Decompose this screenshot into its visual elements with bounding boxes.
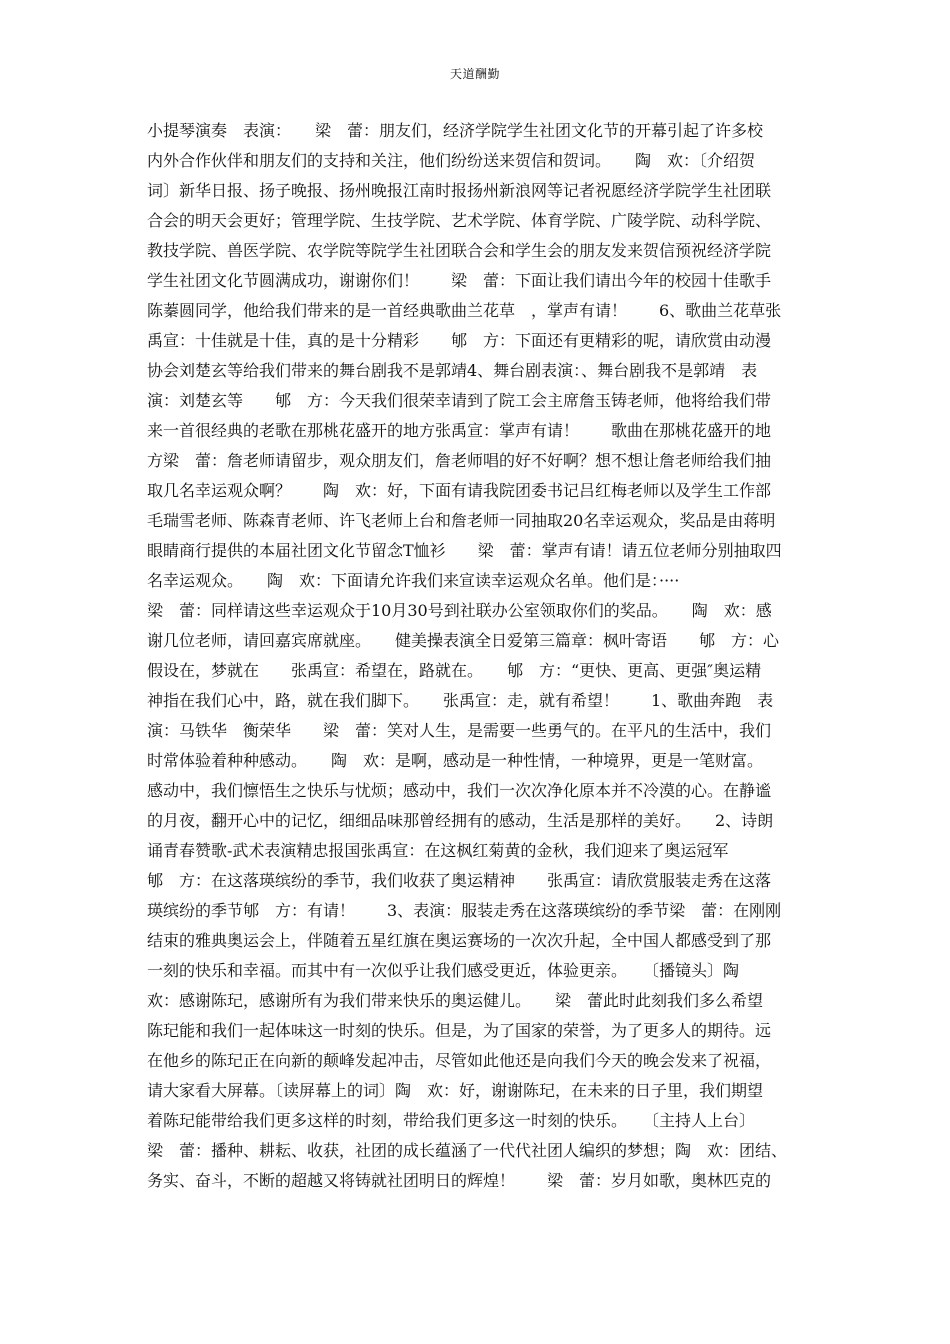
text-line: 眼睛商行提供的本届社团文化节留念T恤衫 梁 蕾：掌声有请！请五位老师分别抽取四 (147, 541, 782, 560)
text-line: 梁 蕾：同样请这些幸运观众于10月30号到社联办公室领取你们的奖品。 陶 欢：感 (147, 601, 772, 620)
text-line: 内外合作伙伴和朋友们的支持和关注，他们纷纷送来贺信和贺词。 陶 欢：〔介绍贺 (147, 151, 756, 170)
text-line: 欢：感谢陈玘，感谢所有为我们带来快乐的奥运健儿。 梁 蕾此时此刻我们多么希望 (147, 991, 764, 1010)
text-line: 郇 方：在这落瑛缤纷的季节，我们收获了奥运精神 张禹宣：请欣赏服装走秀在这落 (147, 871, 772, 890)
text-line: 陈玘能和我们一起体味这一时刻的快乐。但是，为了国家的荣誉，为了更多人的期待。远 (147, 1021, 772, 1040)
text-line: 来一首很经典的老歌在那桃花盛开的地方张禹宣：掌声有请！ 歌曲在那桃花盛开的地 (147, 421, 772, 440)
text-line: 瑛缤纷的季节郇 方：有请！ 3、表演：服装走秀在这落瑛缤纷的季节梁 蕾：在刚刚 (147, 901, 782, 920)
text-line: 假设在，梦就在 张禹宣：希望在，路就在。 郇 方：“更快、更高、更强″奥运精 (147, 661, 762, 680)
text-line: 名幸运观众。 陶 欢：下面请允许我们来宣读幸运观众名单。他们是：···· (147, 571, 680, 590)
text-line: 着陈玘能带给我们更多这样的时刻，带给我们更多这一时刻的快乐。 〔主持人上台〕 (147, 1111, 756, 1130)
text-line: 一刻的快乐和幸福。而其中有一次似乎让我们感受更近，体验更亲。 〔播镜头〕陶 (147, 961, 740, 980)
text-line: 梁 蕾：播种、耕耘、收获，社团的成长蕴涵了一代代社团人编织的梦想；陶 欢：团结、 (147, 1141, 788, 1160)
text-line: 毛瑞雪老师、陈森青老师、许飞老师上台和詹老师一同抽取20名幸运观众，奖品是由蒋明 (147, 511, 776, 530)
text-line: 学生社团文化节圆满成功，谢谢你们！ 梁 蕾：下面让我们请出今年的校园十佳歌手 (147, 271, 772, 290)
page-header: 天道酬勤 (449, 67, 500, 81)
text-line: 演：刘楚玄等 郇 方：今天我们很荣幸请到了院工会主席詹玉铸老师，他将给我们带 (147, 391, 772, 410)
text-line: 时常体验着种种感动。 陶 欢：是啊，感动是一种性情，一种境界，更是一笔财富。 (147, 751, 764, 770)
text-line: 合会的明天会更好；管理学院、生技学院、艺术学院、体育学院、广陵学院、动科学院、 (147, 211, 772, 230)
body-text (147, 116, 819, 1196)
text-line: 结束的雅典奥运会上，伴随着五星红旗在奥运赛场的一次次升起，全中国人都感受到了那 (147, 931, 772, 950)
text-line: 演：马铁华 衡荣华 梁 蕾：笑对人生，是需要一些勇气的。在平凡的生活中，我们 (147, 721, 772, 740)
text-line: 方梁 蕾：詹老师请留步，观众朋友们，詹老师唱的好不好啊？想不想让詹老师给我们抽 (147, 451, 772, 470)
text-line: 陈蓁圆同学，他给我们带来的是一首经典歌曲兰花草 ，掌声有请！ 6、歌曲兰花草张 (147, 301, 782, 320)
text-line: 禹宣：十佳就是十佳，真的是十分精彩 郇 方：下面还有更精彩的呢，请欣赏由动漫 (147, 331, 772, 350)
text-line: 在他乡的陈玘正在向新的颠峰发起冲击，尽管如此他还是向我们今天的晚会发来了祝福， (147, 1051, 772, 1070)
text-line: 小提琴演奏 表演： 梁 蕾：朋友们，经济学院学生社团文化节的开幕引起了许多校 (147, 121, 764, 140)
text-line: 务实、奋斗，不断的超越又将铸就社团明日的辉煌！ 梁 蕾：岁月如歌，奥林匹克的 (147, 1171, 772, 1190)
text-line: 协会刘楚玄等给我们带来的舞台剧我不是郭靖4、舞台剧表演：、舞台剧我不是郭靖 表 (147, 361, 758, 380)
text-line: 教技学院、兽医学院、农学院等院学生社团联合会和学生会的朋友发来贺信预祝经济学院 (147, 241, 772, 260)
text-line: 谢几位老师，请回嘉宾席就座。 健美操表演全日爱第三篇章：枫叶寄语 郇 方：心 (147, 631, 780, 650)
text-line: 取几名幸运观众啊？ 陶 欢：好，下面有请我院团委书记吕红梅老师以及学生工作部 (147, 481, 772, 500)
text-line: 感动中，我们懔悟生之快乐与忧烦；感动中，我们一次次净化原本并不冷漠的心。在静谧 (147, 781, 772, 800)
text-line: 词〕新华日报、扬子晚报、扬州晚报江南时报扬州新浪网等记者祝愿经济学院学生社团联 (147, 181, 772, 200)
text-line: 的月夜，翻开心中的记忆，细细品味那曾经拥有的感动，生活是那样的美好。 2、诗朗 (147, 811, 774, 830)
text-line: 诵青春赞歌-武术表演精忠报国张禹宣：在这枫红菊黄的金秋，我们迎来了奥运冠军 (147, 841, 729, 860)
text-line: 请大家看大屏幕。〔读屏幕上的词〕陶 欢：好，谢谢陈玘，在未来的日子里，我们期望 (147, 1081, 764, 1100)
text-line: 神指在我们心中，路，就在我们脚下。 张禹宣：走，就有希望！ 1、歌曲奔跑 表 (147, 691, 774, 710)
